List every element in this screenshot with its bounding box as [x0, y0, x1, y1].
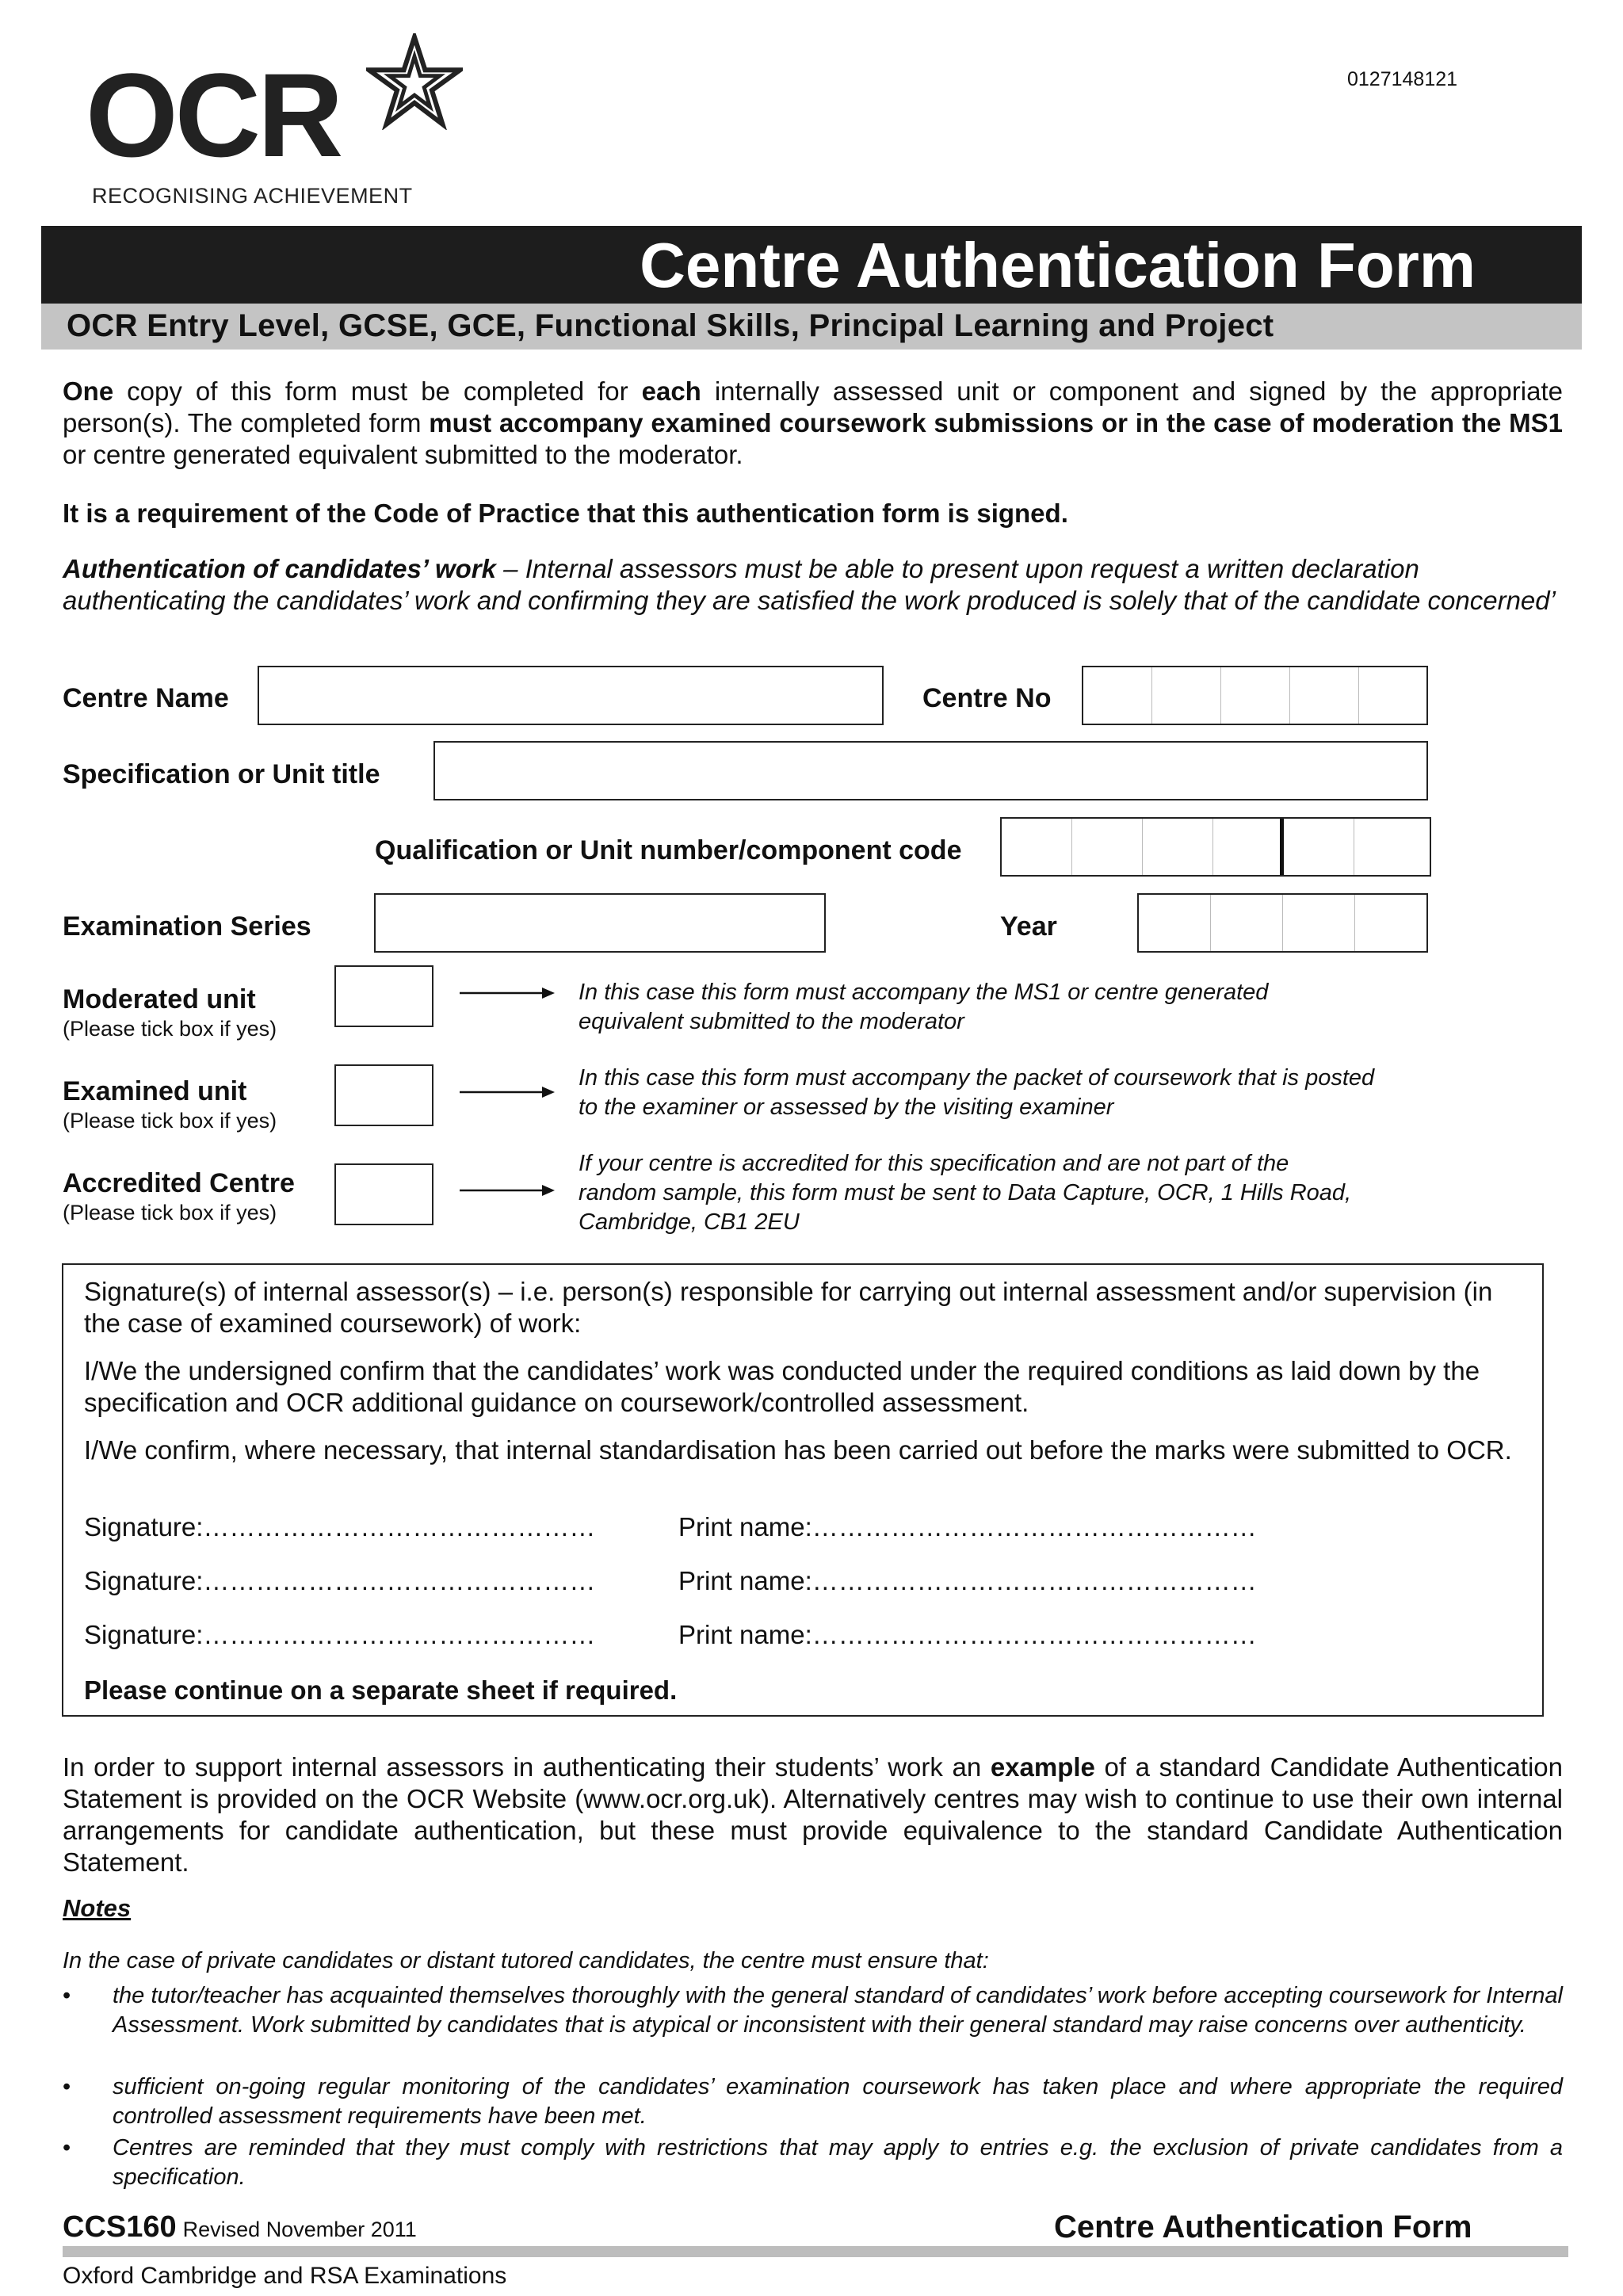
logo-tagline: RECOGNISING ACHIEVEMENT	[92, 184, 413, 208]
arrow-right-icon	[460, 1084, 555, 1100]
footer-title: Centre Authentication Form	[1054, 2210, 1472, 2244]
accredited-centre-label: Accredited Centre (Please tick box if yes)	[63, 1168, 295, 1224]
ocr-logo: OCR	[86, 48, 341, 181]
signature-intro: Signature(s) of internal assessor(s) – i.e. person(s) responsible for carrying out internal assessment and/or supervision (in the case of examined coursework) of work:	[84, 1277, 1493, 1338]
centre-no-input[interactable]	[1082, 666, 1428, 725]
centre-name-input[interactable]	[258, 666, 884, 725]
notes-intro: In the case of private candidates or distant tutored candidates, the centre must ensure that:	[63, 1948, 989, 1973]
year-label: Year	[1000, 911, 1057, 942]
print-name-line-2[interactable]: Print name:……………………………………………	[678, 1566, 1257, 1595]
subtitle-bar	[41, 304, 1582, 350]
qualification-code-label: Qualification or Unit number/component code	[375, 835, 962, 865]
authentication-statement: Authentication of candidates’ work – Internal assessors must be able to present upon request a written declaration authenticating the candidates’ work and confirming they are satisfied the work produced is solely that of the candidate concerned’	[63, 554, 1556, 615]
accredited-centre-checkbox[interactable]	[334, 1163, 433, 1225]
page-subtitle: OCR Entry Level, GCSE, GCE, Functional Skills, Principal Learning and Project	[67, 308, 1274, 343]
specification-title-label: Specification or Unit title	[63, 759, 380, 789]
moderated-unit-label: Moderated unit (Please tick box if yes)	[63, 984, 277, 1041]
standardisation-confirmation: I/We confirm, where necessary, that internal standardisation has been carried out before the marks were submitted to OCR.	[84, 1435, 1512, 1465]
print-name-line-1[interactable]: Print name:……………………………………………	[678, 1512, 1257, 1541]
support-paragraph: In order to support internal assessors in authenticating their students’ work an example of a standard Candidate Authentication Statement is provided on the OCR Website (www.ocr.org.uk). Alternatively centres may wish to continue to use their own internal arrangements for candidate authentication, but these must provide equivalence to the standard Candidate Authentication Statement.	[63, 1752, 1564, 1877]
form-code: CCS160 Revised November 2011	[63, 2210, 417, 2244]
continue-note: Please continue on a separate sheet if required.	[84, 1675, 678, 1705]
footer-divider	[63, 2246, 1568, 2257]
arrow-right-icon	[460, 1182, 555, 1198]
examination-series-label: Examination Series	[63, 911, 311, 942]
intro-paragraph: One copy of this form must be completed for each internally assessed unit or component and signed by the appropriate person(s). The completed form must accompany examined coursework submissions or in the case of moderation the MS1 or centre generated equivalent submitted to the moderator.	[63, 376, 1563, 469]
organisation-name: Oxford Cambridge and RSA Examinations	[63, 2263, 507, 2289]
examined-unit-label: Examined unit (Please tick box if yes)	[63, 1076, 277, 1133]
specification-title-input[interactable]	[433, 741, 1428, 800]
accredited-centre-explanation: If your centre is accredited for this specification and are not part of the random sample, this form must be sent to Data Capture, OCR, 1 Hills Road, Cambridge, CB1 2EU	[579, 1151, 1352, 1235]
moderated-unit-explanation: In this case this form must accompany the MS1 or centre generated equivalent submitted to the moderator	[579, 980, 1269, 1034]
moderated-unit-checkbox[interactable]	[334, 965, 433, 1027]
star-logo-icon	[366, 33, 463, 130]
conditions-confirmation: I/We the undersigned confirm that the candidates’ work was conducted under the required conditions as laid down by the specification and OCR additional guidance on coursework/controlled assessment.	[84, 1356, 1480, 1417]
signature-line-1[interactable]: Signature:………………………………………	[84, 1512, 596, 1541]
signature-line-2[interactable]: Signature:………………………………………	[84, 1566, 596, 1595]
code-of-practice-requirement: It is a requirement of the Code of Practice that this authentication form is signed.	[63, 499, 1068, 528]
examined-unit-explanation: In this case this form must accompany the packet of coursework that is posted to the examiner or assessed by the visiting examiner	[579, 1065, 1375, 1120]
title-bar	[41, 226, 1582, 304]
centre-name-label: Centre Name	[63, 683, 229, 713]
document-number: 0127148121	[1347, 68, 1458, 90]
notes-heading: Notes	[63, 1894, 132, 1922]
signature-box	[62, 1263, 1544, 1717]
year-input[interactable]	[1137, 893, 1428, 953]
page-title: Centre Authentication Form	[640, 230, 1476, 300]
print-name-line-3[interactable]: Print name:……………………………………………	[678, 1620, 1257, 1649]
examined-unit-checkbox[interactable]	[334, 1064, 433, 1126]
signature-line-3[interactable]: Signature:………………………………………	[84, 1620, 596, 1649]
centre-no-label: Centre No	[922, 683, 1052, 713]
examination-series-input[interactable]	[374, 893, 826, 953]
arrow-right-icon	[460, 985, 555, 1001]
qualification-code-input[interactable]	[1000, 817, 1431, 877]
